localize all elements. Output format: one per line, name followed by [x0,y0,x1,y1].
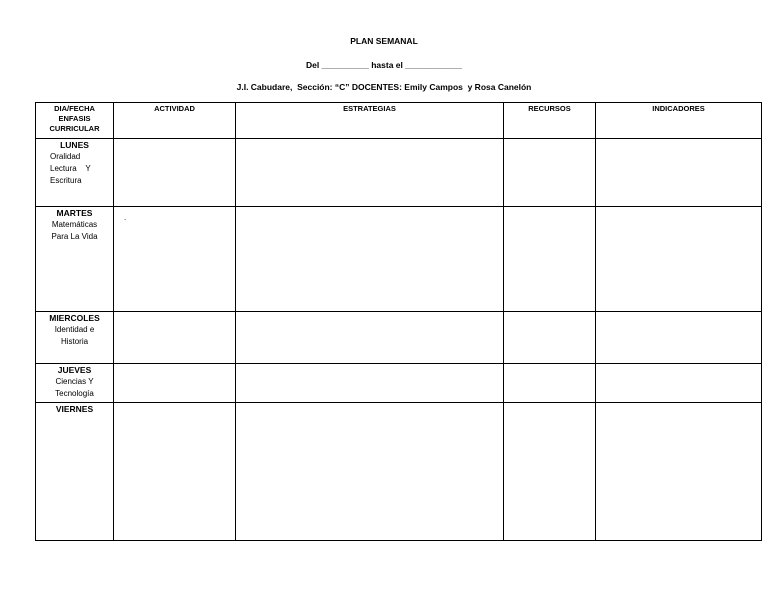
area-line: Oralidad [50,152,81,161]
recursos-cell[interactable] [504,403,596,541]
table-row-viernes [36,403,762,541]
estrategias-cell[interactable] [236,139,504,207]
recursos-cell[interactable] [504,139,596,207]
day-cell-lunes [36,139,114,207]
table-row-martes [36,207,762,312]
indicadores-cell[interactable] [596,207,762,312]
estrategias-cell[interactable] [236,312,504,364]
header-row [36,103,762,139]
area-line: Historia [60,337,89,346]
col-header-estrategias: ESTRATEGIAS [236,103,504,139]
estrategias-cell[interactable] [236,207,504,312]
indicadores-cell[interactable] [596,312,762,364]
area-line: Matemáticas [51,220,98,229]
actividad-cell[interactable] [114,139,236,207]
area-line: Tecnología [55,389,94,398]
area-line: Ciencias Y [55,377,94,386]
actividad-cell[interactable] [114,312,236,364]
col-header-day-line3: CURRICULAR [49,124,100,133]
col-header-recursos: RECURSOS [504,103,596,139]
col-header-day-line2: ENFASIS [58,114,91,123]
day-name: MARTES [56,208,93,218]
table-row-miercoles [36,312,762,364]
day-cell-jueves [36,364,114,403]
indicadores-cell[interactable] [596,139,762,207]
weekly-plan-table [35,102,762,541]
area-line: Identidad e [54,325,95,334]
col-header-indicadores: INDICADORES [596,103,762,139]
table-row-lunes [36,139,762,207]
school-section-teachers: J.I. Cabudare, Sección: “C” DOCENTES: Emily Campos y Rosa Canelón [236,82,532,92]
col-header-day-line1: DIA/FECHA [54,104,95,113]
col-header-day [36,103,114,139]
indicadores-cell[interactable] [596,364,762,403]
table-row-jueves [36,364,762,403]
recursos-cell[interactable] [504,312,596,364]
col-header-actividad: ACTIVIDAD [114,103,236,139]
stray-mark: . [124,213,127,222]
day-cell-martes [36,207,114,312]
area-line: Para La Vida [51,232,98,241]
recursos-cell[interactable] [504,364,596,403]
day-name: VIERNES [55,404,94,414]
day-name: MIERCOLES [49,313,100,323]
recursos-cell[interactable] [504,207,596,312]
estrategias-cell[interactable] [236,403,504,541]
actividad-cell[interactable] [114,364,236,403]
document-title: PLAN SEMANAL [350,36,418,46]
area-line: Lectura Y [50,164,91,173]
day-name: LUNES [60,140,89,150]
indicadores-cell[interactable] [596,403,762,541]
date-range-line: Del __________ hasta el ____________ [306,60,462,70]
estrategias-cell[interactable] [236,364,504,403]
actividad-cell[interactable] [114,207,236,312]
day-name: JUEVES [57,365,92,375]
day-cell-miercoles [36,312,114,364]
area-line: Escritura [50,176,82,185]
actividad-cell[interactable] [114,403,236,541]
day-cell-viernes [36,403,114,541]
